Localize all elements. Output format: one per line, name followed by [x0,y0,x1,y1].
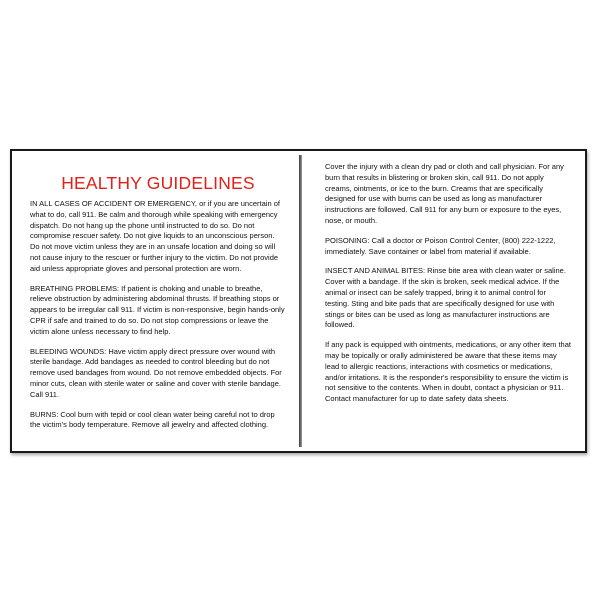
left-page [12,151,300,451]
guidelines-booklet [10,149,587,453]
paragraph-burns-continued: Cover the injury with a clean dry pad or cloth and call physician. For any burn that results in blistering or broken skin, call 911. Do not apply creams, ointments, or ice to the burn. Creams that are specifically designed for use with burns can be used as long as manufacturer instructions are followed. Call 911 for any burn or exposure to the eyes, nose, or mouth. [325,162,564,225]
paragraph-bleeding-wounds: BLEEDING WOUNDS: Have victim apply direct pressure over wound with sterile bandage. Add bandages as needed to control bleeding but do not remove used bandages from wound. Do not remove embedded objects. For minor cuts, clean with sterile water or saline and cover with sterile bandage. Call 911. [30,346,282,399]
paragraph-burns: BURNS: Cool burn with tepid or cool clean water being careful not to drop the victim's body temperature. Remove all jewelry and affected clothing. [30,409,275,430]
paragraph-medication-warning: If any pack is equipped with ointments, medications, or any other item that may be topically or orally administered be aware that these items may lead to allergic reactions, interactions with cosmetics or medications, and/or irritations. It is the responder's responsibility to ensure the victim is not sensitive to the contents. When in doubt, contact a physician or 911. Contact manufacturer for up to date safety data sheets. [325,340,571,404]
page-title: HEALTHY GUIDELINES [61,173,255,193]
paragraph-emergency: IN ALL CASES OF ACCIDENT OR EMERGENCY, or if you are uncertain of what to do, call 911. Be calm and thorough while speaking with emergency dispatch. Do not hang up the phone until instructed to do so. Do not compromise rescuer safety. Do not give liquids to an unconscious person. Do not move victim unless they are in an unsafe location and doing so will not cause injury to the rescuer or further injury to the victim. Do not provide aid unless appropriate gloves and personal protection are worn. [30,199,280,273]
booklet-spine-divider [299,155,302,447]
right-page [303,151,585,451]
paragraph-breathing-problems: BREATHING PROBLEMS: If patient is choking and unable to breathe, relieve obstruction by administering abdominal thrusts. If breathing stops or appears to be irregular call 911. If victim is non-responsive, begin hands-only CPR if safe and trained to do so. Do not stop compressions or leave the victim alone unless necessary to find help. [30,283,285,336]
paragraph-insect-animal-bites: INSECT AND ANIMAL BITES: Rinse bite area with clean water or saline. Cover with a bandage. If the skin is broken, seek medical advice. If the animal or insect can be safely trapped, bring it to animal control for testing. Sting and bite pads that are specifically designed for use with stings or bites can be used as long as manufacturer instructions are followed. [325,266,566,330]
paragraph-poisoning: POISONING: Call a doctor or Poison Control Center, (800) 222-1222, immediately. Save container or label from material if available. [325,235,556,256]
